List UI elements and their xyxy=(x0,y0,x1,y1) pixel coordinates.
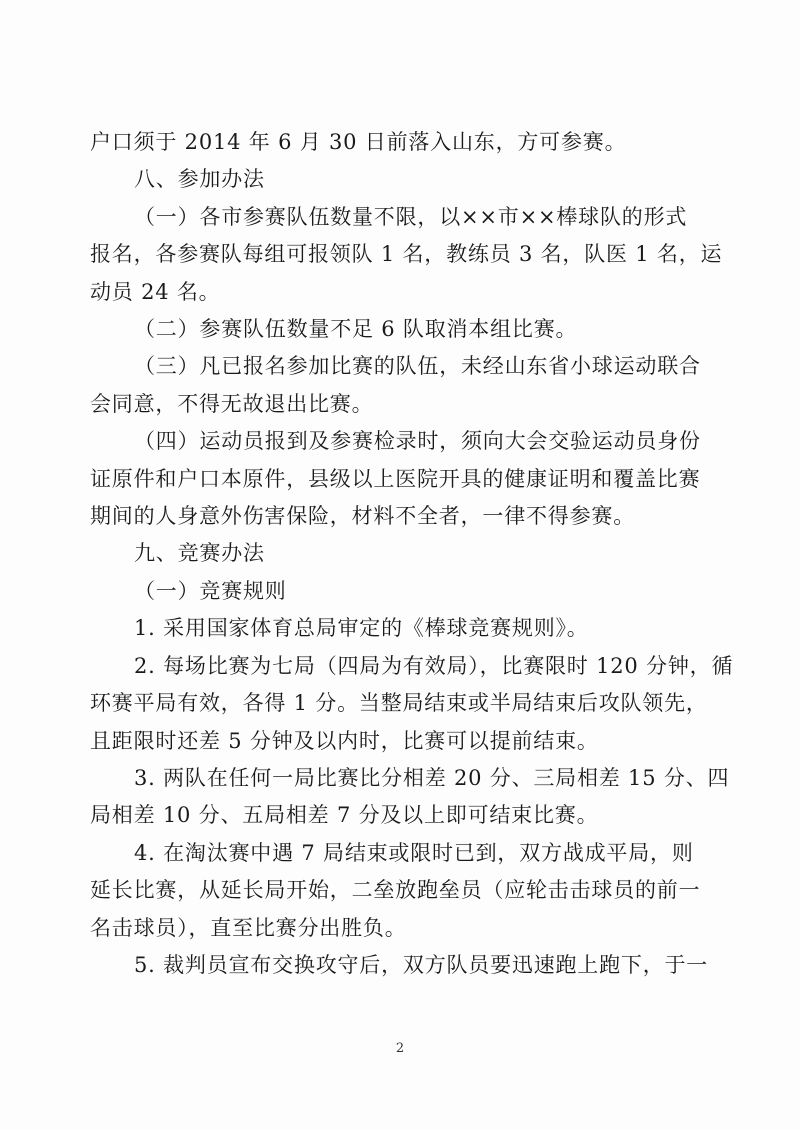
paragraph-line: 证原件和户口本原件，县级以上医院开具的健康证明和覆盖比赛 xyxy=(90,466,701,491)
paragraph-line: 动员 24 名。 xyxy=(90,279,221,304)
paragraph-line: （四）运动员报到及参赛检录时，须向大会交验运动员身份 xyxy=(134,429,701,454)
paragraph-line: 4. 在淘汰赛中遇 7 局结束或限时已到，双方战成平局，则 xyxy=(134,840,694,865)
paragraph-line: 户口须于 2014 年 6 月 30 日前落入山东，方可参赛。 xyxy=(90,130,627,154)
document-body xyxy=(90,124,734,984)
paragraph-line: 3. 两队在任何一局比赛比分相差 20 分、三局相差 15 分、四 xyxy=(134,765,730,790)
paragraph-line: 名击球员），直至比赛分出胜负。 xyxy=(90,915,407,940)
paragraph-line: 5. 裁判员宣布交换攻守后，双方队员要迅速跑上跑下，于一 xyxy=(134,952,709,977)
paragraph-line: 会同意，不得无故退出比赛。 xyxy=(90,391,374,416)
subsection-heading: （一）竞赛规则 xyxy=(134,578,287,603)
paragraph-line: 期间的人身意外伤害保险，材料不全者，一律不得参赛。 xyxy=(90,504,635,529)
paragraph-line: （二）参赛队伍数量不足 6 队取消本组比赛。 xyxy=(134,317,578,342)
paragraph-line: 局相差 10 分、五局相差 7 分及以上即可结束比赛。 xyxy=(90,803,599,828)
section-heading-8: 八、参加办法 xyxy=(134,167,265,192)
paragraph-line: （三）凡已报名参加比赛的队伍，未经山东省小球运动联合 xyxy=(134,354,701,379)
paragraph-line: 1. 采用国家体育总局审定的《棒球竞赛规则》。 xyxy=(134,616,589,641)
paragraph-line: 报名，各参赛队每组可报领队 1 名，教练员 3 名，队医 1 名，运 xyxy=(90,242,723,267)
paragraph-line: 且距限时还差 5 分钟及以内时，比赛可以提前结束。 xyxy=(90,728,599,753)
paragraph-line: （一）各市参赛队伍数量不限，以××市××棒球队的形式 xyxy=(134,204,688,229)
page-number: 2 xyxy=(395,1041,405,1056)
section-heading-9: 九、竞赛办法 xyxy=(134,541,265,566)
paragraph-line: 2. 每场比赛为七局（四局为有效局），比赛限时 120 分钟，循 xyxy=(134,653,734,678)
paragraph-line: 延长比赛，从延长局开始，二垒放跑垒员（应轮击击球员的前一 xyxy=(90,878,701,903)
paragraph-line: 环赛平局有效，各得 1 分。当整局结束或半局结束后攻队领先， xyxy=(90,691,708,716)
